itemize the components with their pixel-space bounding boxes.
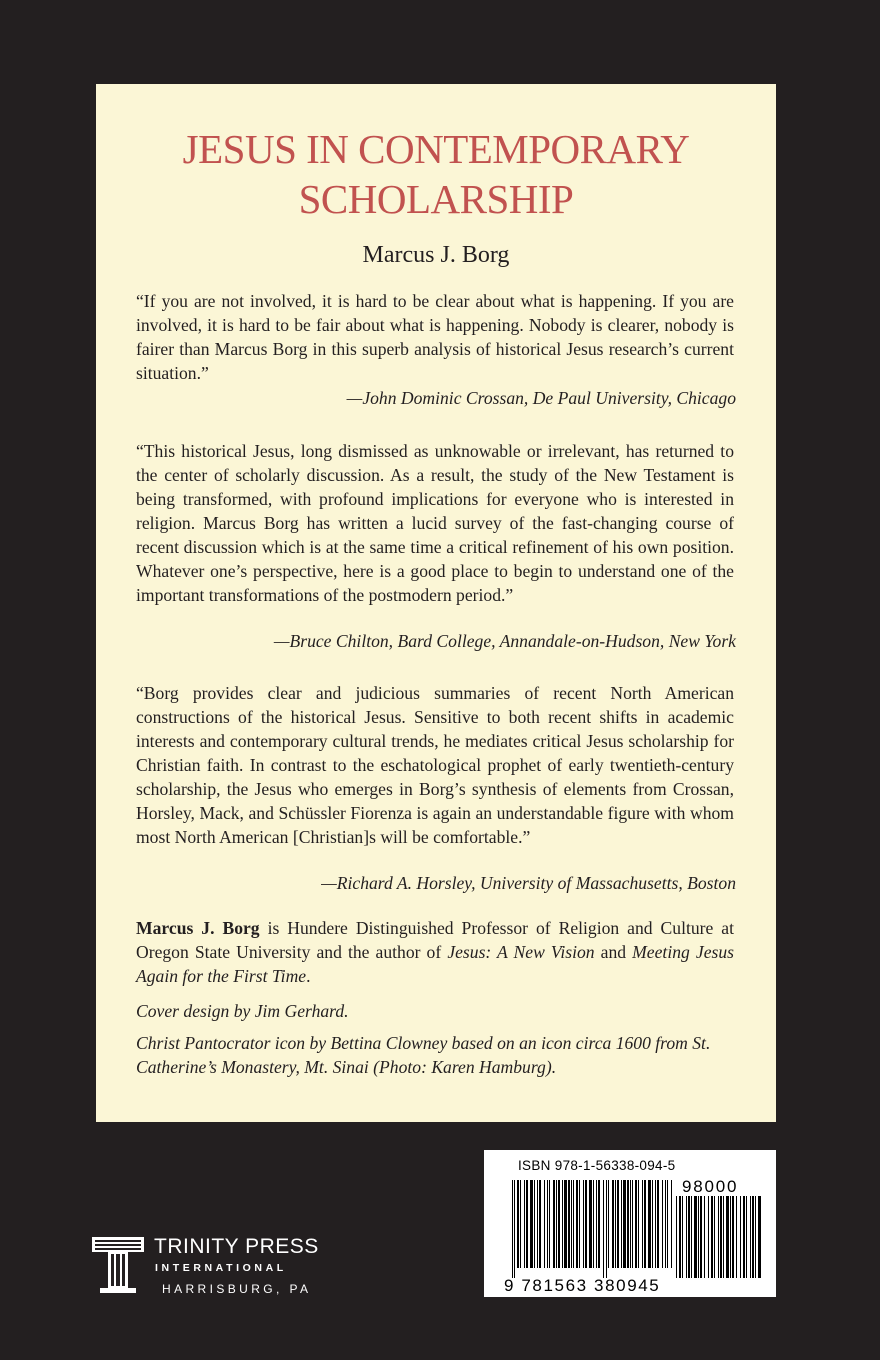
barcode-bar <box>708 1196 709 1278</box>
barcode-bar <box>740 1196 741 1278</box>
barcode-bar <box>539 1180 541 1268</box>
barcode-bar <box>617 1180 619 1268</box>
barcode-bar <box>564 1180 567 1268</box>
barcode-bar <box>720 1196 722 1278</box>
bio-book-1: Jesus: A New Vision <box>447 942 595 962</box>
blurb-horsley-attribution: —Richard A. Horsley, University of Massachusetts, Boston <box>321 873 736 893</box>
barcode-bar <box>723 1196 724 1278</box>
barcode-bar <box>743 1196 745 1278</box>
barcode-bar <box>726 1196 729 1278</box>
barcode-bar <box>711 1196 713 1278</box>
bio-text-2: and <box>594 942 633 962</box>
price-addon-barcode <box>676 1196 762 1278</box>
publisher-city: HARRISBURG, PA <box>162 1282 312 1296</box>
barcode-bar <box>612 1180 614 1268</box>
barcode-bar <box>632 1180 633 1268</box>
book-title-line-1: JESUS IN CONTEMPORARY <box>182 126 690 172</box>
barcode-bar <box>520 1180 521 1268</box>
ean-digits: 9 781563 380945 <box>504 1276 661 1295</box>
barcode-bar <box>544 1180 545 1268</box>
barcode-bar <box>585 1180 587 1268</box>
publisher-name: TRINITY PRESS <box>154 1235 319 1258</box>
barcode-bar <box>655 1180 656 1268</box>
barcode-bar <box>534 1180 535 1268</box>
barcode-bar <box>691 1196 692 1278</box>
publisher-subtitle: INTERNATIONAL <box>155 1262 287 1274</box>
barcode-bar <box>526 1180 528 1268</box>
barcode-bar <box>593 1180 594 1268</box>
blurb-crossan: “If you are not involved, it is hard to be clear about what is happening. If you are involved, it is hard to be fair about what is happening. Nobody is clearer, nobody is fairer than Marcus Borg in this superb analysis of historical Jesus research’s current situation.” <box>136 291 734 383</box>
barcode-bar <box>571 1180 572 1268</box>
barcode-bar <box>573 1180 574 1268</box>
barcode-bar <box>549 1180 550 1268</box>
cover-design-credit: Cover design by Jim Gerhard. <box>136 1001 349 1021</box>
bio-book-2: Meeting Jesus Again for the First Time <box>136 942 734 986</box>
barcode-bar <box>652 1180 653 1268</box>
barcode-bar <box>679 1196 681 1278</box>
barcode-bar <box>623 1180 626 1268</box>
barcode-bar <box>718 1196 719 1278</box>
barcode-bar <box>553 1180 555 1268</box>
barcode-bar <box>638 1180 639 1268</box>
barcode-bar <box>746 1196 747 1278</box>
barcode-bar <box>665 1180 666 1268</box>
barcode-bar <box>644 1180 646 1268</box>
barcode-bar <box>562 1180 563 1268</box>
barcode-box <box>484 1150 776 1297</box>
barcode-bar <box>635 1180 637 1268</box>
barcode-bar <box>512 1180 513 1278</box>
barcode-bar <box>547 1180 548 1268</box>
barcode-bar <box>606 1180 607 1278</box>
barcode-bar <box>714 1196 715 1278</box>
barcode-bar <box>583 1180 584 1268</box>
barcode-bar <box>568 1180 570 1268</box>
barcode-bar <box>648 1180 651 1268</box>
barcode-bar <box>682 1196 683 1278</box>
isbn-number: ISBN 978-1-56338-094-5 <box>518 1158 676 1173</box>
blurb-crossan-attribution: —John Dominic Crossan, De Paul University, Chicago <box>346 388 736 408</box>
icon-credit: Christ Pantocrator icon by Bettina Clowney based on an icon circa 1600 from St. Catherine’s Monastery, Mt. Sinai (Photo: Karen Hamburg). <box>136 1033 711 1077</box>
bio-author-name: Marcus J. Borg <box>136 918 260 938</box>
barcode-bar <box>657 1180 659 1268</box>
barcode-bar <box>704 1196 705 1278</box>
barcode-bar <box>558 1180 560 1268</box>
blurb-horsley: “Borg provides clear and judicious summaries of recent North American constructions of the historical Jesus. Sensitive to both recent shifts in academic interests and contemporary cultural trends, he mediates critical Jesus scholarship for Christian faith. In contrast to the eschatological prophet of early twentieth-century scholarship, the Jesus who emerges in Borg’s synthesis of elements from Crossan, Horsley, Mack, and Schüssler Fiorenza is again an understandable figure with whom most North American [Christian]s will be comfortable.” <box>136 683 734 847</box>
barcode-bar <box>556 1180 557 1268</box>
author-name: Marcus J. Borg <box>362 242 510 268</box>
author-bio <box>136 916 734 988</box>
barcode-bar <box>598 1180 600 1268</box>
bio-text-1: is Hundere Distinguished Professor of Religion and Culture at Oregon State University and the author of <box>136 918 734 962</box>
barcode-bar <box>698 1196 699 1278</box>
bio-text-3: . <box>306 966 311 986</box>
barcode-bar <box>755 1196 756 1278</box>
barcode-bar <box>615 1180 616 1268</box>
barcode-bar <box>662 1180 663 1268</box>
book-title-line-2: SCHOLARSHIP <box>298 176 574 222</box>
barcode-bar <box>621 1180 622 1268</box>
barcode-bar <box>627 1180 629 1268</box>
barcode-bar <box>730 1196 731 1278</box>
barcode-bar <box>514 1180 515 1278</box>
barcode-bar <box>676 1196 677 1278</box>
publisher-logo <box>90 1235 330 1297</box>
barcode-bar <box>517 1180 519 1268</box>
barcode-bar <box>694 1196 697 1278</box>
barcode-bar <box>603 1180 604 1278</box>
barcode-bar <box>642 1180 643 1268</box>
barcode-bar <box>596 1180 597 1268</box>
barcode-bar <box>530 1180 533 1268</box>
cover-text-panel <box>96 84 776 1122</box>
barcode-bar <box>752 1196 754 1278</box>
barcode-bar <box>667 1180 668 1268</box>
barcode-bar <box>524 1180 525 1268</box>
barcode-bar <box>700 1196 702 1278</box>
blurb-chilton: “This historical Jesus, long dismissed as unknowable or irrelevant, has returned to the center of scholarly discussion. As a result, the study of the New Testament is being transformed, with profound implications for everyone who is interested in religion. Marcus Borg has written a lucid survey of the fast-changing course of recent discussion which is at the same time a critical refinement of his own position. Whatever one’s perspective, here is a good place to begin to understand one of the important transformations of the postmodern period.” <box>136 441 734 605</box>
barcode-bar <box>589 1180 592 1268</box>
barcode-bar <box>608 1180 609 1268</box>
barcode-bar <box>630 1180 631 1268</box>
barcode-bar <box>736 1196 737 1278</box>
barcode-bar <box>579 1180 580 1268</box>
barcode-bar <box>537 1180 538 1268</box>
barcode-bar <box>732 1196 734 1278</box>
book-title <box>96 124 776 224</box>
barcode-bar <box>671 1180 672 1268</box>
barcode-bar <box>688 1196 690 1278</box>
barcode-bar <box>758 1196 761 1278</box>
trinity-press-logo-icon <box>90 1235 146 1295</box>
price-code: 98000 <box>682 1177 739 1196</box>
blurb-chilton-attribution: —Bruce Chilton, Bard College, Annandale-on-Hudson, New York <box>273 631 736 651</box>
barcode-bar <box>750 1196 751 1278</box>
barcode-bar <box>686 1196 687 1278</box>
ean-barcode <box>512 1180 672 1278</box>
barcode-bar <box>576 1180 578 1268</box>
